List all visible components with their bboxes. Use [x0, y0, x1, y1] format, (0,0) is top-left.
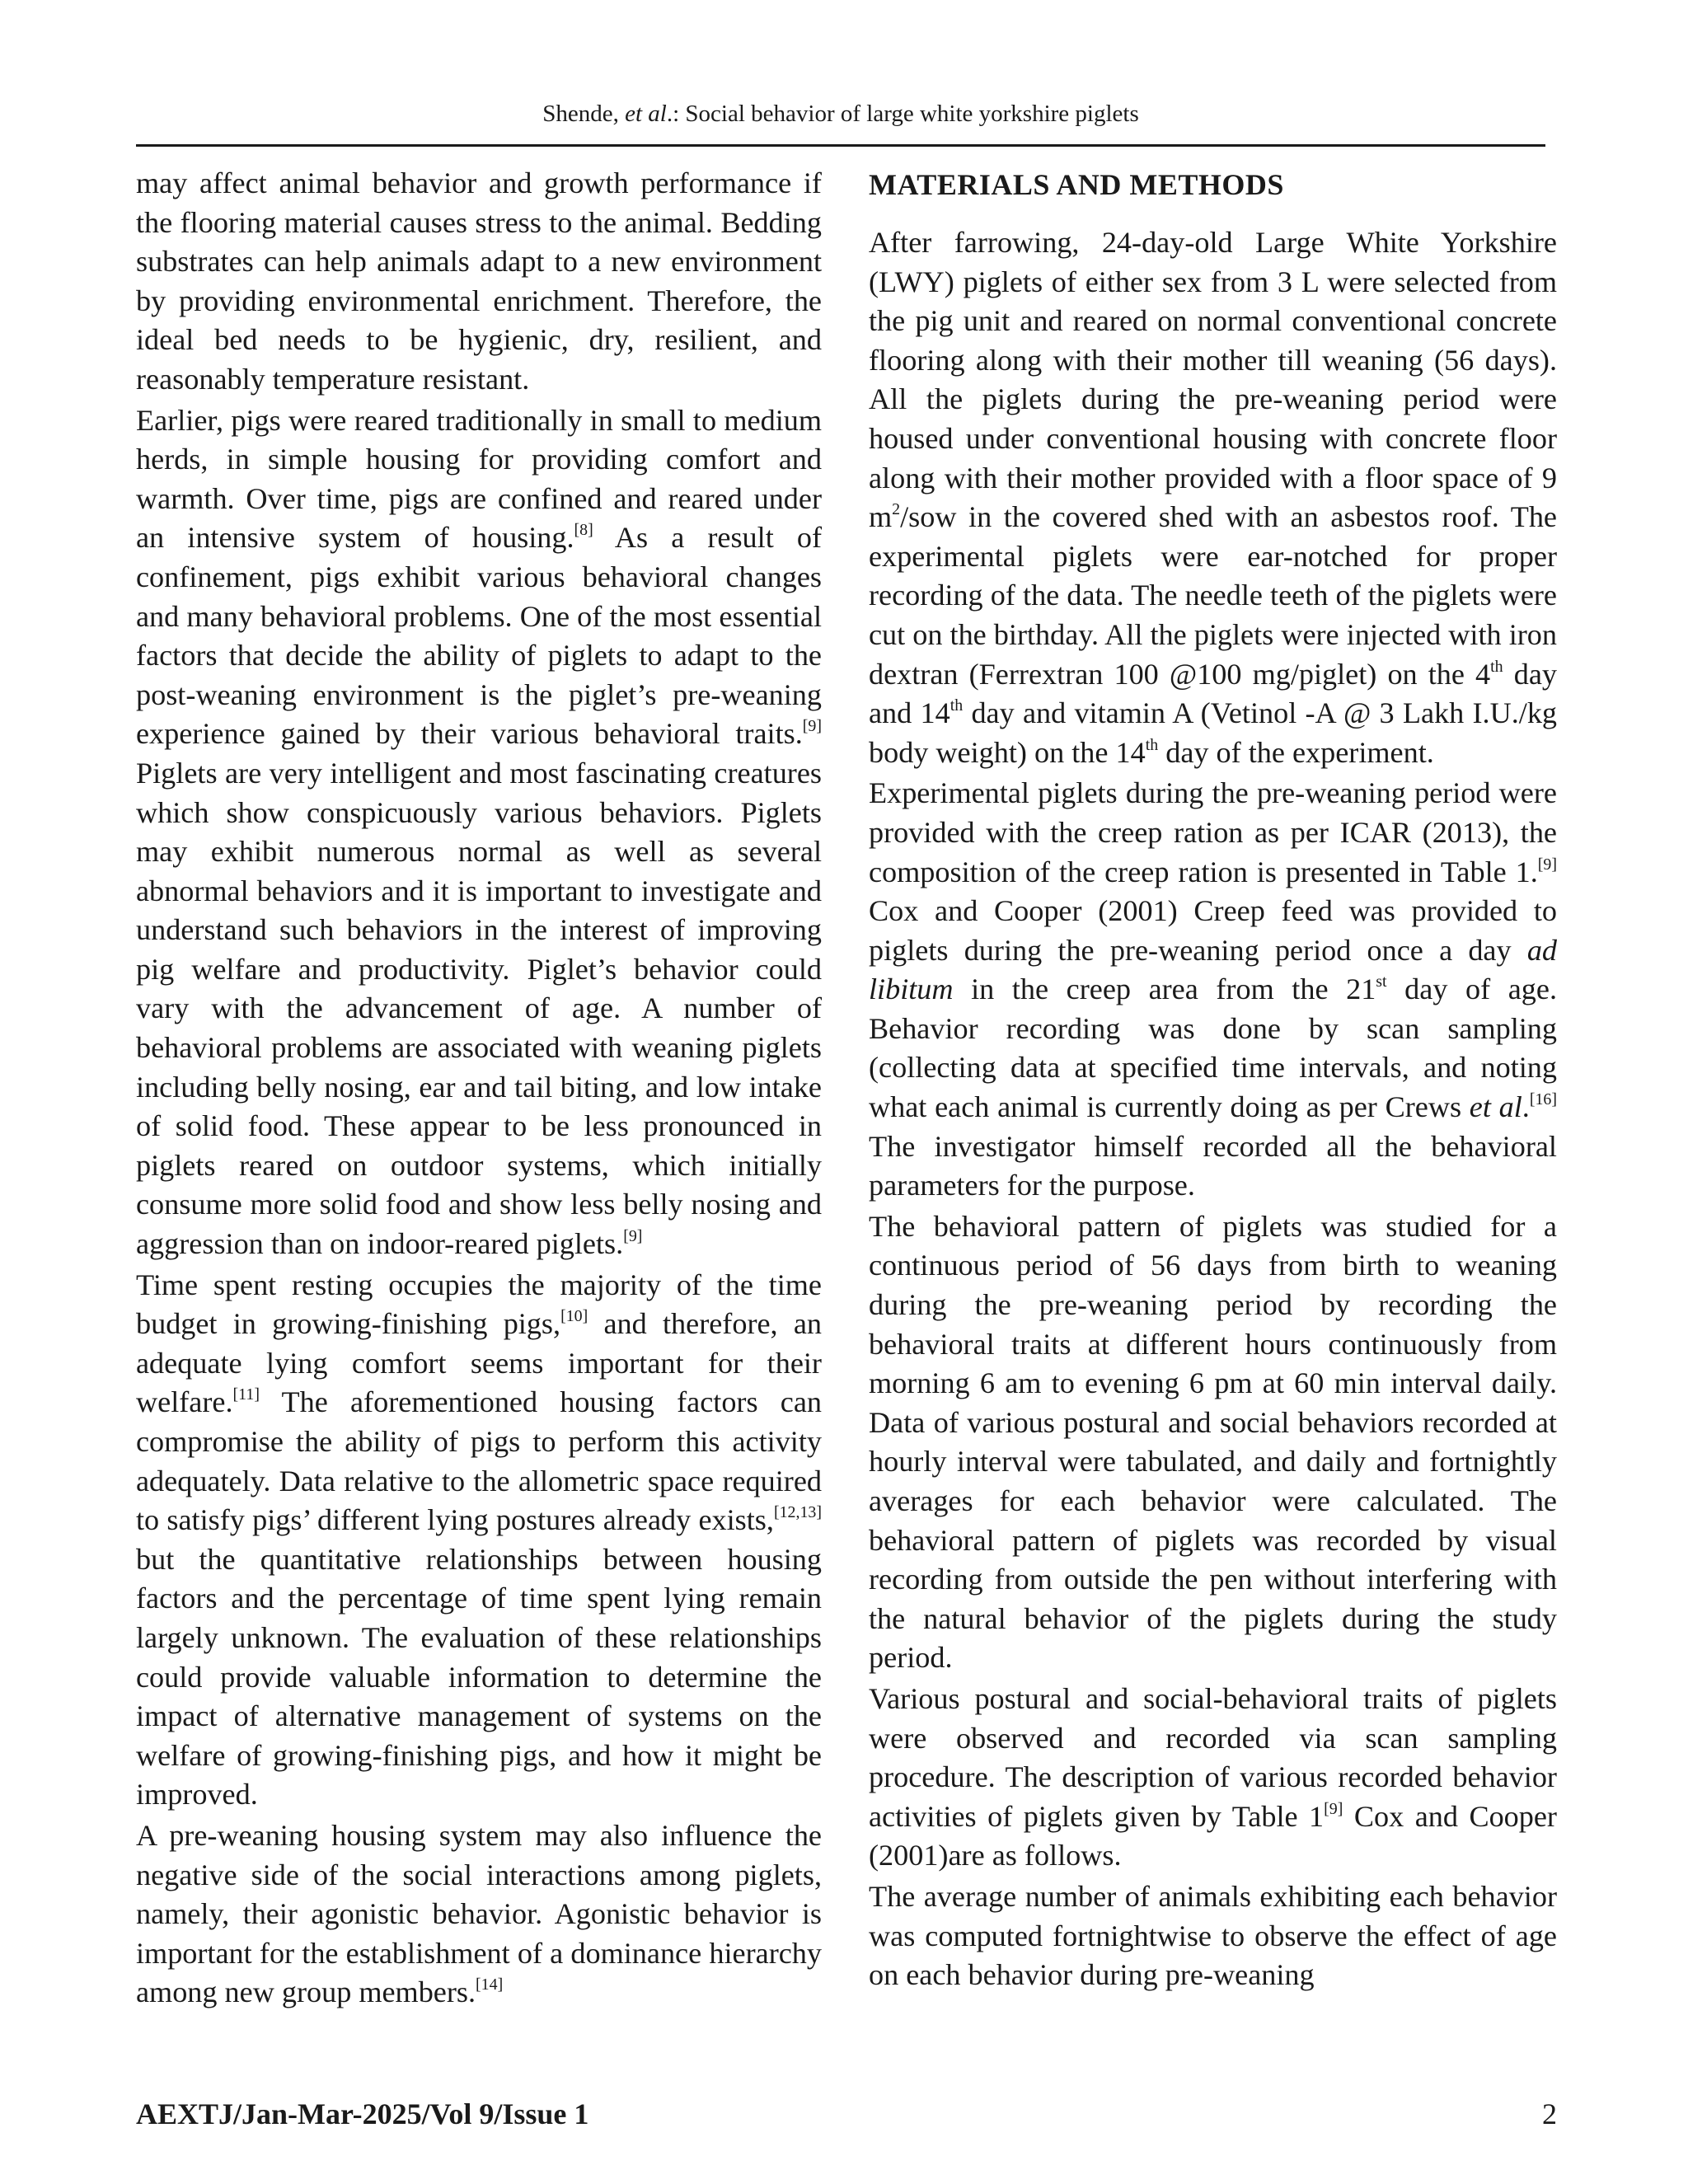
citation: [9] [1324, 1799, 1343, 1818]
citation: [11] [232, 1385, 260, 1404]
paragraph: A pre-weaning housing system may also influence the negative side of the social interactions among piglets, namely, their agonistic behavior. Agonistic behavior is important for the establishment of a dominance hierarchy among new group members.[14] [136, 1818, 822, 2009]
page-footer [136, 2093, 1557, 2135]
citation: [9] [623, 1227, 643, 1246]
paragraph: Various postural and social-behavioral traits of piglets were observed and recorded via scan sampling procedure. The description of various recorded behavior activities of piglets given by Table 1[9] Cox and Cooper (2001)are as follows. [869, 1681, 1557, 1872]
citation: [10] [560, 1307, 588, 1326]
superscript: th [1490, 657, 1503, 676]
citation: [9] [1537, 855, 1557, 874]
paragraph: The average number of animals exhibiting each behavior was computed fortnightwise to observe the effect of age on each behavior during pre-weaning [869, 1879, 1557, 1992]
citation: [9] [802, 717, 822, 736]
section-heading: MATERIALS AND METHODS [869, 168, 1284, 201]
paragraph: may affect animal behavior and growth performance if the flooring material causes stress to the animal. Bedding substrates can help animals adapt to a new environment by providing environmental enrichment. Therefore, the ideal bed needs to be hygienic, dry, resilient, and reasonably temperature resistant. [136, 166, 822, 396]
superscript: th [1145, 735, 1159, 754]
journal-info: AEXTJ/Jan-Mar-2025/Vol 9/Issue 1 [136, 2097, 589, 2130]
page-number: 2 [1542, 2097, 1557, 2130]
paragraph: Earlier, pigs were reared traditionally in small to medium herds, in simple housing for providing comfort and warmth. Over time, pigs are confined and reared under an intensive system of housing.[8] As a result of confinement, pigs exhibit various behavioral changes and many behavioral problems. One of the most essential factors that decide the ability of piglets to adapt to the post-weaning environment is the piglet’s pre-weaning experience gained by their various behavioral traits.[9] Piglets are very intelligent and most fascinating creatures which show conspicuously various behaviors. Piglets may exhibit numerous normal as well as several abnormal behaviors and it is important to investigate and understand such behaviors in the interest of improving pig welfare and productivity. Piglet’s behavior could vary with the advancement of age. A number of behavioral problems are associated with weaning piglets including belly nosing, ear and tail biting, and low intake of solid food. These appear to be less pronounced in piglets reared on outdoor systems, which initially consume more solid food and show less belly nosing and aggression than on indoor-reared piglets.[9] [136, 403, 823, 1261]
header-title: .: Social behavior of large white yorkshire piglets [666, 101, 1139, 127]
header-etal: et al [625, 101, 667, 127]
citation: [14] [476, 1975, 504, 1994]
right-column [869, 164, 1557, 1997]
citation: [8] [574, 521, 593, 540]
paragraph: After farrowing, 24-day-old Large White Yorkshire (LWY) piglets of either sex from 3 L were selected from the pig unit and reared on normal conventional concrete flooring along with their mother till weaning (56 days). All the piglets during the pre-weaning period were housed under conventional housing with concrete floor along with their mother provided with a floor space of 9 $m^2$/sow in the covered shed with an asbestos roof. The experimental piglets were ear-notched for proper recording of the data. The needle teeth of the piglets were cut on the birthday. All the piglets were injected with iron dextran (Ferrextran 100 @100 mg/piglet) on the 4th day and 14th day and vitamin A (Vetinol -A @ 3 Lakh I.U./kg body weight) on the 14th day of the experiment. [869, 226, 1558, 769]
left-column [136, 164, 822, 2014]
header-authors: Shende, [542, 101, 626, 127]
running-header [136, 94, 1545, 147]
paragraph: Experimental piglets during the pre-weaning period were provided with the creep ration as per ICAR (2013), the composition of the creep ration is presented in Table 1.[9] Cox and Cooper (2001) Creep feed was provided to piglets during the pre-weaning period once a day ad libitum in the creep area from the 21st day of age. Behavior recording was done by scan sampling (collecting data at specified time intervals, and noting what each animal is currently doing as per Crews et al.[16] The investigator himself recorded all the behavioral parameters for the purpose. [869, 776, 1558, 1202]
superscript: th [950, 696, 964, 715]
paragraph: The behavioral pattern of piglets was studied for a continuous period of 56 days from birth to weaning during the pre-weaning period by recording the behavioral traits at different hours continuously from morning 6 am to evening 6 pm at 60 min interval daily. Data of various postural and social behaviors recorded at hourly interval were tabulated, and daily and fortnightly averages for each behavior were calculated. The behavioral pattern of piglets was recorded by visual recording from outside the pen without interfering with the natural behavior of the piglets during the study period. [869, 1209, 1557, 1675]
citation: [16] [1529, 1090, 1558, 1109]
paragraph: Time spent resting occupies the majority of the time budget in growing-finishing pigs,[10] and therefore, an adequate lying comfort seems important for their welfare.[11] The aforementioned housing factors can compromise the ability of pigs to perform this activity adequately. Data relative to the allometric space required to satisfy pigs’ different lying postures already exists,[12,13] but the quantitative relationships between housing factors and the percentage of time spent lying remain largely unknown. The evaluation of these relationships could provide valuable information to determine the impact of alternative management of systems on the welfare of growing-finishing pigs, and how it might be improved. [136, 1268, 822, 1811]
citation: [12,13] [773, 1503, 822, 1522]
superscript: 2 [892, 500, 901, 519]
superscript: st [1376, 972, 1387, 991]
